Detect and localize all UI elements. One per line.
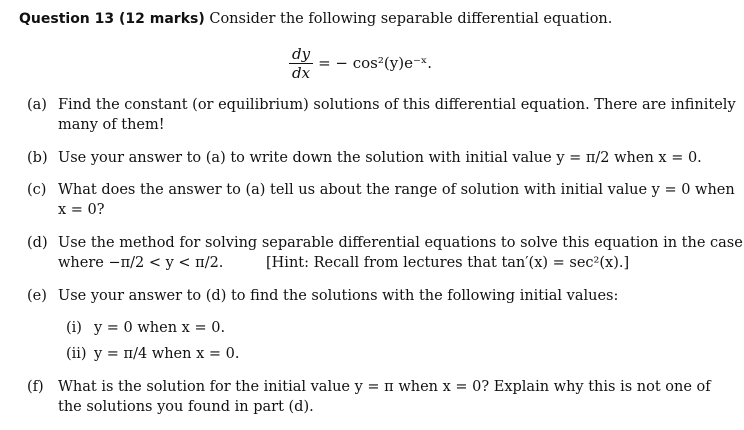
subpart-text: y = π/4 when x = 0.	[94, 346, 240, 362]
part-label: (f)	[27, 379, 44, 395]
derivative-fraction	[289, 46, 313, 81]
part-line-wrap	[58, 253, 734, 273]
part-text	[58, 377, 734, 417]
part-label: (d)	[27, 235, 48, 251]
subpart-text: y = 0 when x = 0.	[94, 320, 226, 336]
question-label: Question 13 (12 marks)	[19, 11, 205, 27]
fraction-numerator: dy	[289, 46, 313, 64]
question-intro: Consider the following separable differential equation.	[209, 11, 613, 27]
subpart-label: (i)	[66, 320, 82, 336]
part-label: (b)	[27, 150, 48, 166]
fraction-denominator: dx	[292, 63, 311, 82]
part-line: many of them!	[58, 117, 165, 133]
part-line: where −π/2 < y < π/2.	[58, 255, 224, 271]
part-text	[58, 233, 743, 273]
equation-rhs: = − cos²(y)e⁻ˣ.	[318, 54, 432, 72]
part-line: the solutions you found in part (d).	[58, 399, 314, 415]
part-line: x = 0?	[58, 202, 105, 218]
part-text	[58, 286, 734, 306]
hint-text: [Hint: Recall from lectures that tan′(x) = sec²(x).]	[266, 255, 630, 271]
question-header	[19, 10, 612, 28]
part-line: Use your answer to (a) to write down the solution with initial value y = π/2 when x = 0.	[58, 150, 702, 166]
part-label: (c)	[27, 182, 47, 198]
part-text	[58, 180, 734, 220]
part-line: Use your answer to (d) to find the solutions with the following initial values:	[58, 288, 619, 304]
part-text	[58, 95, 734, 135]
part-line: What does the answer to (a) tell us about the range of solution with initial value y = 0 when	[58, 182, 735, 198]
part-label: (a)	[27, 97, 47, 113]
part-text	[58, 148, 734, 168]
part-line: Find the constant (or equilibrium) solutions of this differential equation. There are infinitely	[58, 97, 736, 113]
subpart-label: (ii)	[66, 346, 87, 362]
part-line: What is the solution for the initial value y = π when x = 0? Explain why this is not one of	[58, 379, 711, 395]
part-line: Use the method for solving separable differential equations to solve this equation in the case	[58, 235, 743, 251]
differential-equation	[289, 42, 432, 84]
part-label: (e)	[27, 288, 47, 304]
